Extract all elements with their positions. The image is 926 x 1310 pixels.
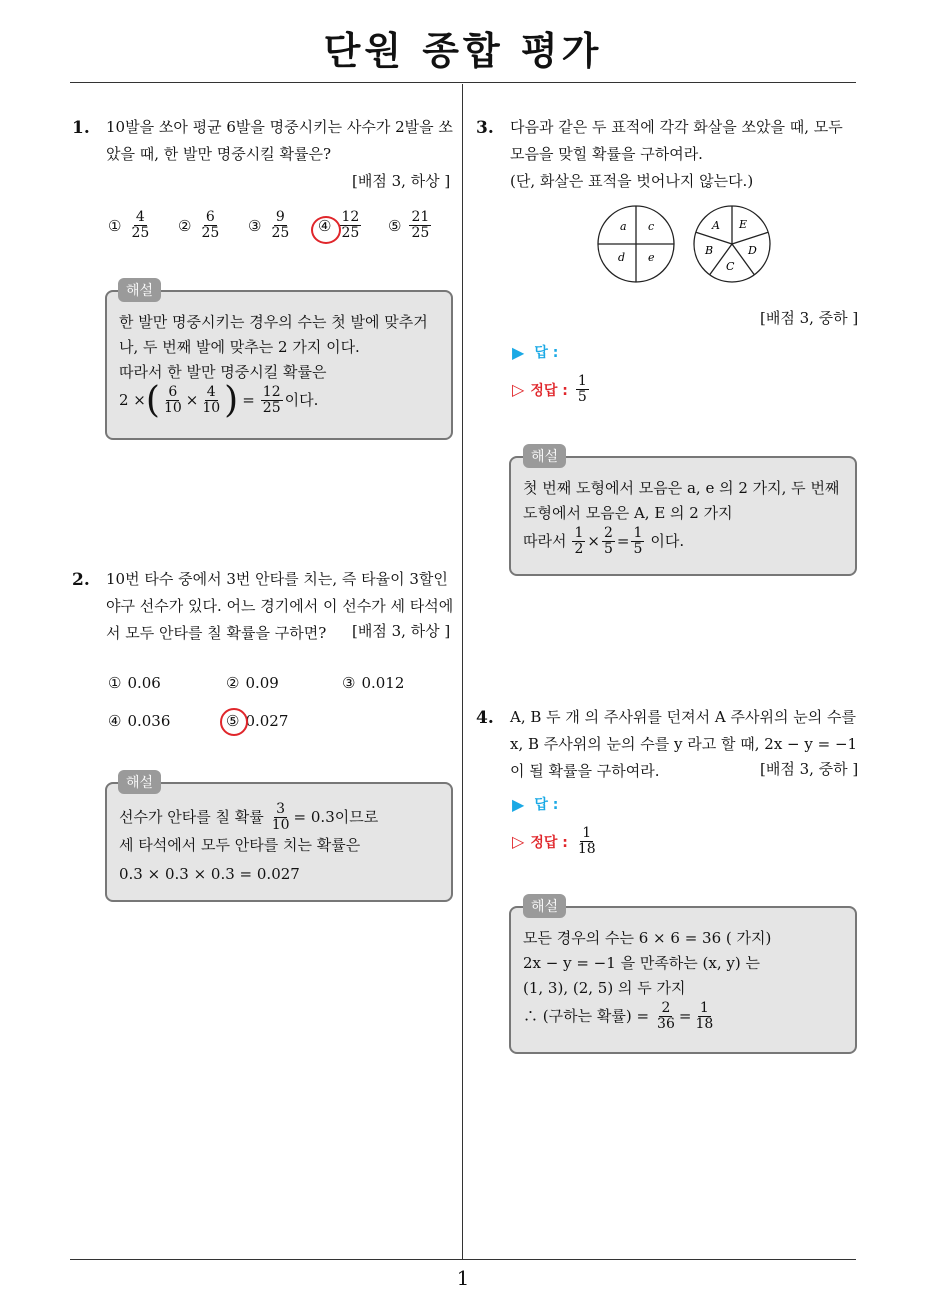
- q1-sol4-times: ×: [185, 391, 199, 409]
- q3-answer-label: 답 :: [534, 345, 559, 361]
- q4-sol-line4: [523, 1001, 771, 1032]
- q1-option-5-mark: ⑤: [388, 216, 402, 235]
- q4-answer-field[interactable]: [512, 794, 558, 814]
- q2-sol1-post: = 0.3이므로: [293, 808, 379, 826]
- q4-answer-label: 답 :: [534, 797, 559, 813]
- page-number: 1: [456, 1266, 470, 1290]
- q3-sol3-pre: 따라서: [523, 532, 567, 550]
- q1-option-1-mark: ①: [108, 216, 122, 235]
- q4-solution-box: [509, 906, 857, 1054]
- q1-option-4-den: 25: [341, 225, 360, 241]
- q1-sol-line2: 나, 두 번째 발에 맞추는 2 가지 이다.: [119, 338, 360, 356]
- q1-sol4-frac2: [200, 385, 222, 416]
- q1-text: [106, 114, 453, 168]
- q3-sol3-post: 이다.: [650, 532, 685, 550]
- q1-solution-text: [119, 310, 428, 421]
- q1-option-1-num: 4: [135, 209, 145, 225]
- q4-text-line2: x, B 주사위의 눈의 수를 y 라고 할 때, 2x − y = −1: [510, 735, 858, 753]
- q3-sol3-result: [631, 526, 644, 557]
- top-rule: [70, 82, 856, 83]
- q2-sol1-pre: 선수가 안타를 칠 확률: [119, 808, 264, 826]
- q3-answer-field[interactable]: [512, 342, 558, 362]
- q3-solution-text: [523, 476, 839, 557]
- q1-sol4-rn: 12: [262, 384, 281, 400]
- q4-number: 4.: [476, 708, 494, 728]
- q3-text-line2: 모음을 맞힐 확률을 구하여라.: [510, 145, 703, 163]
- q1-option-4[interactable]: [318, 210, 388, 241]
- q1-option-3[interactable]: [248, 210, 318, 241]
- play-icon: ▶: [512, 794, 525, 814]
- outline-triangle-icon: ▷: [512, 832, 525, 851]
- q1-sol4-rparen: ): [224, 379, 239, 421]
- q1-solution-label: 해설: [118, 278, 161, 302]
- q1-sol4-pre: 2 ×: [119, 391, 146, 409]
- q1-option-1[interactable]: [108, 210, 178, 241]
- q3-sol-line3: [523, 526, 839, 557]
- q2-option-4[interactable]: [108, 712, 170, 730]
- q1-option-1-den: 25: [131, 225, 150, 241]
- q3-correct-label: 정답 :: [530, 382, 568, 399]
- q2-sol1-n: 3: [276, 801, 286, 817]
- q3-sol3-f1n: 1: [574, 525, 584, 541]
- q2-sol-line3: 0.3 × 0.3 × 0.3 = 0.027: [119, 865, 300, 883]
- q3-sol-line2: 도형에서 모음은 A, E 의 2 가지: [523, 504, 733, 522]
- q3-solution-box: [509, 456, 857, 576]
- q3-solution-label: 해설: [523, 444, 566, 468]
- q1-option-3-mark: ③: [248, 216, 262, 235]
- q2-option-3[interactable]: [342, 674, 404, 692]
- target-1: [598, 206, 674, 282]
- play-icon: ▶: [512, 342, 525, 362]
- q2-option-1[interactable]: [108, 674, 161, 692]
- target2-A: A: [712, 219, 720, 232]
- q4-sol-line3: (1, 3), (2, 5) 의 두 가지: [523, 979, 686, 997]
- q2-sol1-d: 10: [271, 817, 290, 833]
- q1-option-5-num: 21: [411, 209, 430, 225]
- target1-d: d: [618, 251, 626, 264]
- q1-sol4-eq: =: [242, 391, 255, 409]
- q1-sol4-lparen: (: [145, 379, 160, 421]
- q1-option-2-frac: [199, 210, 221, 241]
- q1-sol4-rd: 25: [262, 400, 281, 416]
- q4-correct-answer: [512, 826, 600, 857]
- q4-sol4-result: [693, 1001, 715, 1032]
- q1-option-5[interactable]: [388, 210, 458, 241]
- q1-sol4-frac1: [162, 385, 184, 416]
- q2-option-1-value: 0.06: [127, 674, 161, 692]
- q3-targets: [596, 204, 778, 284]
- q2-option-5-value: 0.027: [245, 712, 289, 730]
- q3-sol-line1: 첫 번째 도형에서 모음은 a, e 의 2 가지, 두 번째: [523, 479, 840, 497]
- q3-sol3-frac1: [572, 526, 585, 557]
- q2-sol1-frac: [270, 802, 292, 833]
- q4-sol4-f1d: 36: [657, 1016, 675, 1032]
- target-2: [694, 206, 770, 282]
- q1-option-3-num: 9: [275, 209, 285, 225]
- q1-option-3-den: 25: [271, 225, 290, 241]
- q3-correct-d: 5: [577, 389, 587, 405]
- q4-solution-text: [523, 926, 771, 1032]
- q1-option-2[interactable]: [178, 210, 248, 241]
- q4-sol4-frac1: [655, 1001, 677, 1032]
- q3-meta: [배점 3, 중하 ]: [760, 309, 859, 327]
- q2-option-2-mark: ②: [226, 674, 240, 692]
- q2-solution-label: 해설: [118, 770, 161, 794]
- q4-sol-line2: 2x − y = −1 을 만족하는 (x, y) 는: [523, 954, 760, 972]
- q2-sol-line2: 세 타석에서 모두 안타를 치는 확률은: [119, 836, 361, 854]
- q4-sol4-eq: =: [678, 1007, 692, 1025]
- target2-C: C: [726, 260, 735, 273]
- q2-option-5-mark: ⑤: [226, 712, 240, 730]
- q1-sol4-post: 이다.: [284, 391, 319, 409]
- q2-option-2[interactable]: [226, 674, 279, 692]
- q3-sol3-f2d: 5: [603, 541, 613, 557]
- target1-a: a: [620, 220, 627, 233]
- q4-sol4-rn: 1: [699, 1000, 709, 1016]
- q3-number: 3.: [476, 118, 494, 138]
- q4-correct-n: 1: [582, 825, 592, 841]
- q2-meta: [배점 3, 하상 ]: [352, 622, 451, 640]
- q4-sol4-rd: 18: [695, 1016, 714, 1032]
- q3-sol3-frac2: [602, 526, 615, 557]
- q1-option-5-frac: [409, 210, 431, 241]
- target2-D: D: [748, 244, 757, 257]
- q2-option-2-value: 0.09: [245, 674, 279, 692]
- q2-solution-box: [105, 782, 453, 902]
- q2-solution-text: [119, 802, 378, 887]
- q2-text-line1: 10번 타수 중에서 3번 안타를 치는, 즉 타율이 3할인: [106, 570, 448, 588]
- q1-meta: [배점 3, 하상 ]: [352, 172, 451, 190]
- q4-meta: [배점 3, 중하 ]: [760, 760, 859, 778]
- q3-correct-answer: [512, 374, 591, 405]
- q1-options: [108, 210, 458, 241]
- q1-sol-line1: 한 발만 명중시키는 경우의 수는 첫 발에 맞추거: [119, 313, 428, 331]
- q3-correct-frac: [576, 374, 589, 405]
- q2-sol-line1: [119, 802, 378, 833]
- q1-option-4-frac: [339, 210, 361, 241]
- target1-c: c: [648, 220, 655, 233]
- target1-e: e: [648, 251, 655, 264]
- q4-text-line1: A, B 두 개 의 주사위를 던져서 A 주사위의 눈의 수를: [510, 708, 856, 726]
- q2-option-4-value: 0.036: [127, 712, 171, 730]
- q1-option-1-frac: [129, 210, 151, 241]
- q1-option-2-num: 6: [205, 209, 215, 225]
- q1-option-4-num: 12: [341, 209, 360, 225]
- q1-sol4-f2d: 10: [202, 400, 221, 416]
- q4-correct-label: 정답 :: [530, 834, 568, 851]
- q3-sol3-times: ×: [587, 532, 600, 550]
- column-divider: [462, 84, 463, 1260]
- q4-sol4-f1n: 2: [661, 1000, 671, 1016]
- q3-sol3-f2n: 2: [603, 525, 613, 541]
- q1-option-2-den: 25: [201, 225, 220, 241]
- q4-text-line3: 이 될 확률을 구하여라.: [510, 762, 660, 780]
- q1-sol4-f2n: 4: [206, 384, 216, 400]
- q1-answer-circle: [311, 216, 341, 244]
- q1-text-line2: 았을 때, 한 발만 명중시킬 확률은?: [106, 145, 332, 163]
- q3-correct-n: 1: [577, 373, 587, 389]
- q1-option-2-mark: ②: [178, 216, 192, 235]
- q4-sol-line1: 모든 경우의 수는 6 × 6 = 36 ( 가지): [523, 929, 772, 947]
- q2-text-line2: 야구 선수가 있다. 어느 경기에서 이 선수가 세 타석에: [106, 597, 454, 615]
- q3-sol3-rn: 1: [633, 525, 643, 541]
- q2-answer-circle: [220, 708, 248, 736]
- q1-sol-line4: [119, 379, 428, 421]
- target2-E: E: [739, 218, 748, 231]
- q3-text: [510, 114, 843, 195]
- q3-text-line3: (단, 화살은 표적을 벗어나지 않는다.): [510, 172, 754, 190]
- q4-correct-d: 18: [577, 841, 596, 857]
- target2-B: B: [705, 244, 714, 257]
- q4-sol4-pre: ∴ (구하는 확률) =: [523, 1007, 650, 1025]
- q2-option-3-mark: ③: [342, 674, 356, 692]
- q3-text-line1: 다음과 같은 두 표적에 각각 화살을 쏘았을 때, 모두: [510, 118, 843, 136]
- q4-solution-label: 해설: [523, 894, 566, 918]
- q2-option-3-value: 0.012: [361, 674, 405, 692]
- q2-option-1-mark: ①: [108, 674, 122, 692]
- q1-option-4-mark: ④: [318, 216, 332, 235]
- page-title: 단원 종합 평가: [323, 29, 603, 73]
- q1-number: 1.: [72, 118, 90, 138]
- q1-sol4-f1d: 10: [163, 400, 182, 416]
- q1-sol4-result: [261, 385, 283, 416]
- q3-sol3-f1d: 2: [574, 541, 584, 557]
- q2-text-line3: 서 모두 안타를 칠 확률을 구하면?: [106, 624, 327, 642]
- q2-option-4-mark: ④: [108, 712, 122, 730]
- q3-sol3-eq: =: [616, 532, 630, 550]
- q1-sol-line3: 따라서 한 발만 명중시킬 확률은: [119, 363, 327, 381]
- q1-option-5-den: 25: [411, 225, 430, 241]
- q4-correct-frac: [576, 826, 598, 857]
- q1-option-3-frac: [269, 210, 291, 241]
- q1-text-line1: 10발을 쏘아 평균 6발을 명중시키는 사수가 2발을 쏘: [106, 118, 453, 136]
- outline-triangle-icon: ▷: [512, 380, 525, 399]
- q1-solution-box: [105, 290, 453, 440]
- q3-sol3-rd: 5: [633, 541, 643, 557]
- bottom-rule: [70, 1259, 856, 1260]
- q1-sol4-f1n: 6: [168, 384, 178, 400]
- q2-number: 2.: [72, 570, 90, 590]
